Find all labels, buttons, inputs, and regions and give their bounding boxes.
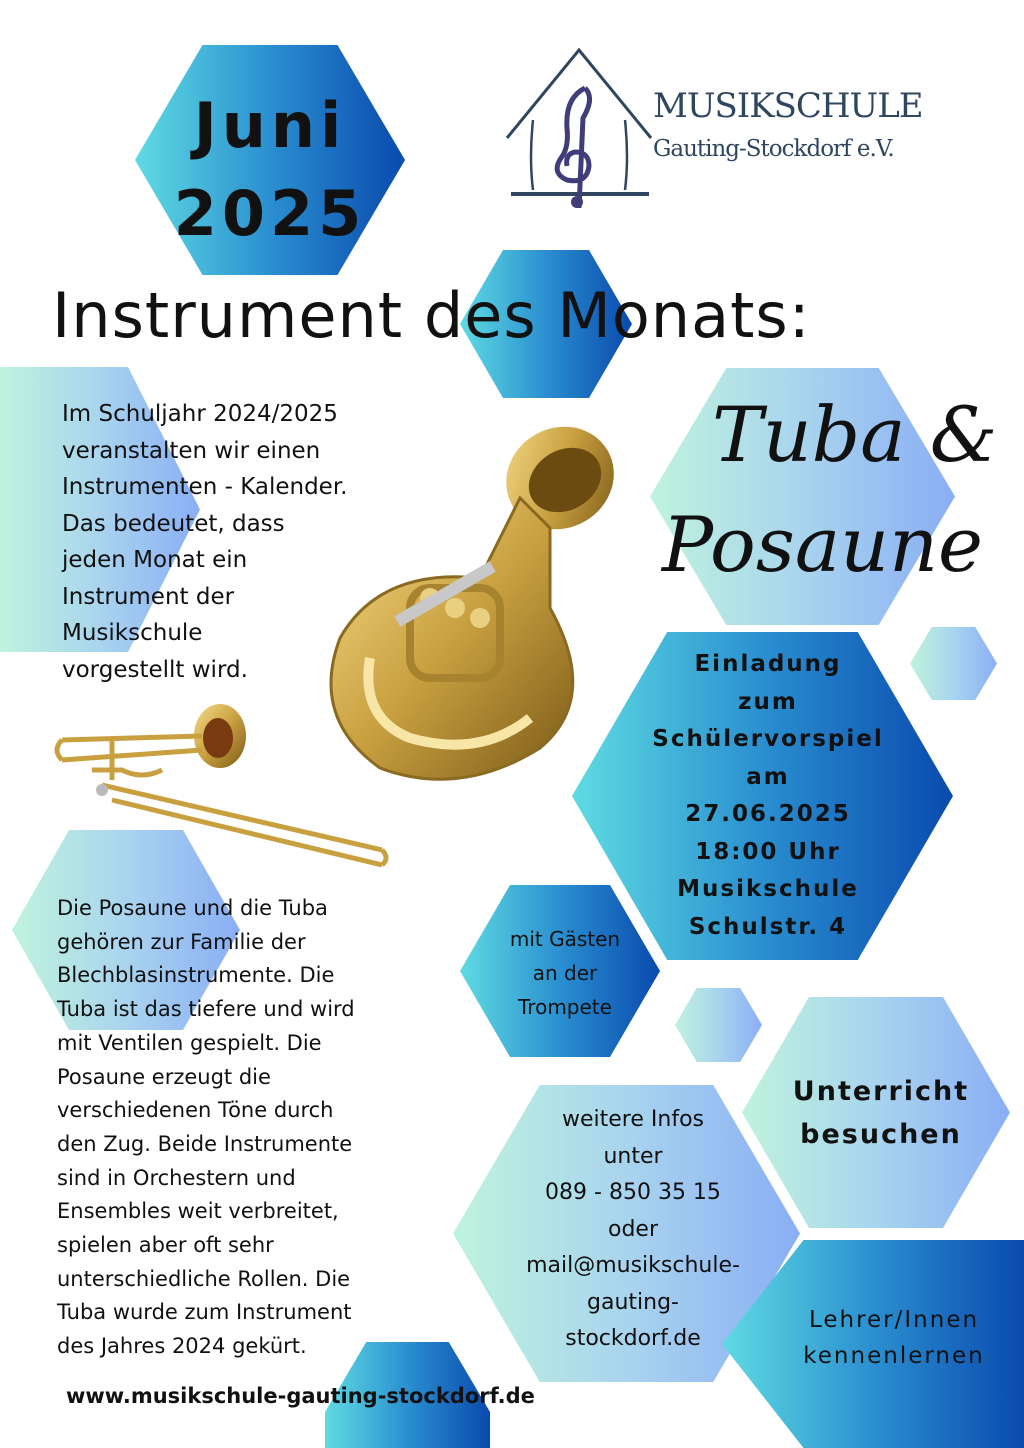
intro-line: Musikschule xyxy=(62,620,203,646)
invitation-line: 27.06.2025 xyxy=(685,801,851,827)
info-line: weitere Infos xyxy=(562,1107,704,1132)
instrument-name xyxy=(662,380,1002,600)
guests-text xyxy=(470,922,660,1024)
description-line: Posaune erzeugt die xyxy=(57,1064,271,1089)
trombone-image xyxy=(52,700,392,875)
intro-line: vorgestellt wird. xyxy=(62,656,248,683)
description-line: sind in Orchestern und xyxy=(57,1165,296,1190)
guests-line: Trompete xyxy=(518,995,612,1019)
description-line: Ensembles weit verbreitet, xyxy=(57,1199,339,1224)
logo xyxy=(505,48,975,208)
description-line: verschiedenen Töne durch xyxy=(57,1098,334,1123)
info-line: oder xyxy=(607,1216,658,1242)
date-block xyxy=(135,82,405,258)
email-link[interactable]: gauting- xyxy=(587,1289,679,1315)
house-treble-clef-icon xyxy=(505,48,655,208)
instrument-name-line-1: Tuba & xyxy=(712,390,998,479)
logo-subtitle: Gauting-Stockdorf e.V. xyxy=(653,136,894,162)
website-link[interactable]: www.musikschule-gauting-stockdorf.de xyxy=(66,1384,535,1408)
email-link[interactable]: mail@musikschule- xyxy=(526,1253,740,1278)
invitation-line: Schulstr. 4 xyxy=(688,913,848,940)
intro-line: veranstalten wir einen xyxy=(62,437,321,464)
invitation-line: Schülervorspiel xyxy=(652,726,884,752)
invitation-line: Musikschule xyxy=(677,876,859,902)
page-title xyxy=(52,280,811,352)
visit-line: Unterricht xyxy=(792,1076,970,1107)
description-line: gehören zur Familie der xyxy=(57,929,306,954)
description-line: des Jahres 2024 gekürt. xyxy=(57,1334,307,1359)
meet-teachers-button[interactable] xyxy=(774,1302,1014,1374)
instrument-name-line-2: Posaune xyxy=(662,500,983,589)
intro-line: Instrumenten - Kalender. xyxy=(62,474,348,500)
description-text xyxy=(57,892,355,1364)
intro-line: Im Schuljahr 2024/2025 xyxy=(62,401,338,427)
guests-line: an der xyxy=(532,961,598,985)
description-line: Tuba ist das tiefere und wird xyxy=(57,997,355,1022)
phone-number[interactable]: 089 - 850 35 15 xyxy=(545,1180,721,1205)
guests-line: mit Gästen xyxy=(509,927,621,951)
info-text xyxy=(473,1102,793,1358)
description-line: den Zug. Beide Instrumente xyxy=(57,1131,353,1156)
teachers-line: kennenlernen xyxy=(803,1343,985,1369)
description-line: Die Posaune und die Tuba xyxy=(57,896,328,920)
invitation-line: am xyxy=(746,763,790,790)
intro-line: Instrument der xyxy=(62,583,235,610)
email-link[interactable]: stockdorf.de xyxy=(565,1326,701,1351)
year: 2025 xyxy=(173,177,367,250)
description-line: spielen aber oft sehr xyxy=(57,1233,274,1258)
title-part-3: Monats: xyxy=(557,279,811,352)
intro-line: jeden Monat ein xyxy=(62,547,248,573)
hexagon-small-2 xyxy=(675,988,762,1062)
intro-line: Das bedeutet, dass xyxy=(62,510,285,537)
invitation-line: 18:00 Uhr xyxy=(695,838,841,865)
description-line: unterschiedliche Rollen. Die xyxy=(57,1266,351,1291)
visit-line: besuchen xyxy=(800,1119,962,1150)
title-part-1: Instrument xyxy=(52,279,404,352)
description-line: Tuba wurde zum Instrument xyxy=(57,1300,352,1325)
invitation-line: zum xyxy=(738,688,798,715)
logo-title: MUSIKSCHULE xyxy=(653,86,923,126)
invitation-line: Einladung xyxy=(694,651,842,677)
info-line: unter xyxy=(603,1143,663,1169)
title-part-2: des xyxy=(423,279,537,352)
month: Juni xyxy=(193,89,347,162)
description-line: mit Ventilen gespielt. Die xyxy=(57,1030,322,1055)
invitation-text xyxy=(572,646,964,946)
teachers-line: Lehrer/Innen xyxy=(808,1307,980,1333)
description-line: Blechblasinstrumente. Die xyxy=(57,963,335,988)
